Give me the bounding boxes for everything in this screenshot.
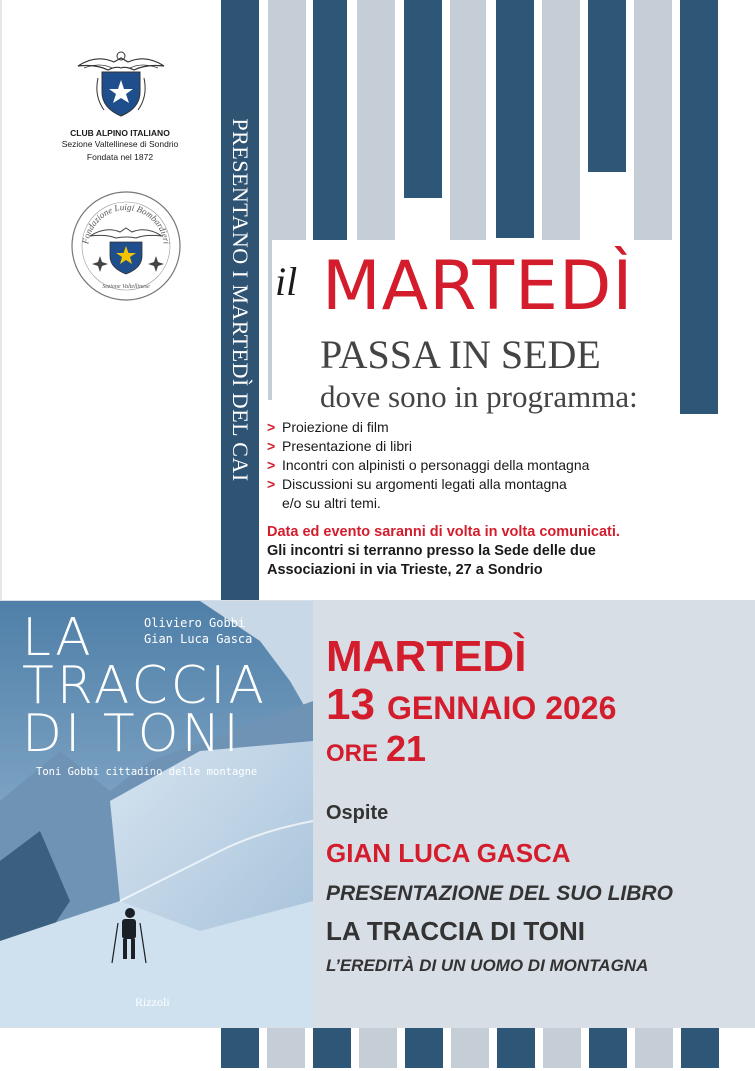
event-guest-label: Ospite xyxy=(326,802,389,824)
event-time-value: 21 xyxy=(386,728,427,769)
program-continuation: e/o su altri temi. xyxy=(282,495,381,511)
info-location-line2: Associazioni in via Trieste, 27 a Sondrio xyxy=(267,562,543,578)
headline-il: il xyxy=(275,259,298,304)
event-presentation: PRESENTAZIONE DEL SUO LIBRO xyxy=(326,882,673,905)
foundation-ring-text: Fondazione Luigi Bombardieri xyxy=(80,201,172,245)
arrow-icon: > xyxy=(267,438,276,454)
program-item-text: Presentazione di libri xyxy=(282,438,412,454)
deco-bar xyxy=(405,1028,443,1068)
info-location-line1: Gli incontri si terranno presso la Sede delle due xyxy=(267,543,596,559)
arrow-icon: > xyxy=(267,476,276,492)
book-cover-title xyxy=(22,608,302,764)
foundation-logo-icon xyxy=(70,190,182,302)
list-item xyxy=(267,418,687,437)
deco-bar xyxy=(313,1028,351,1068)
cai-founded: Fondata nel 1872 xyxy=(86,152,154,162)
book-cover-title-line: TRACCIA xyxy=(22,656,267,716)
book-cover-subtitle: Toni Gobbi cittadino delle montagne xyxy=(36,766,258,778)
program-item-text: Proiezione di film xyxy=(282,419,389,435)
program-list xyxy=(267,418,687,513)
deco-bar xyxy=(496,0,534,238)
deco-bar xyxy=(635,1028,673,1068)
cai-logo-icon xyxy=(76,44,166,120)
headline-dove: dove sono in programma: xyxy=(320,379,638,414)
deco-bar xyxy=(359,1028,397,1068)
event-guest-name: GIAN LUCA GASCA xyxy=(326,838,571,868)
book-cover-author: Gian Luca Gasca xyxy=(144,632,253,646)
arrow-icon: > xyxy=(267,457,276,473)
deco-bar xyxy=(681,1028,719,1068)
cai-name-block xyxy=(40,128,200,150)
list-item xyxy=(267,456,687,475)
vertical-banner-text: PRESENTANO I MARTEDÌ DEL CAI xyxy=(228,118,253,482)
deco-bar xyxy=(404,0,442,198)
book-cover-title-line: LA xyxy=(22,608,94,668)
deco-bar xyxy=(589,1028,627,1068)
event-time-label: ORE xyxy=(326,740,379,767)
event-day: MARTEDÌ xyxy=(326,632,527,681)
deco-bar xyxy=(451,1028,489,1068)
deco-bar xyxy=(588,0,626,172)
deco-bar xyxy=(542,0,580,280)
info-note: Data ed evento saranni di volta in volta comunicati. xyxy=(267,524,620,540)
book-cover-author: Oliviero Gobbi xyxy=(144,616,246,630)
program-item-text: Discussioni su argomenti legati alla montagna xyxy=(282,476,567,492)
deco-bar xyxy=(680,0,718,414)
event-month-year: GENNAIO 2026 xyxy=(386,690,617,726)
program-item-text: Incontri con alpinisti o personaggi della montagna xyxy=(282,457,590,473)
left-edge-line xyxy=(0,0,2,600)
arrow-icon: > xyxy=(267,419,276,435)
list-item xyxy=(267,475,687,494)
info-block xyxy=(267,523,727,580)
book-cover-publisher: Rizzoli xyxy=(135,995,170,1009)
deco-bar xyxy=(267,1028,305,1068)
cai-section: Sezione Valtellinese di Sondrio xyxy=(61,139,179,149)
event-date-number: 13 xyxy=(326,680,375,729)
cai-name: CLUB ALPINO ITALIANO xyxy=(70,128,170,138)
book-cover-title-line: DI TONI xyxy=(22,704,242,764)
deco-bar xyxy=(497,1028,535,1068)
headline-martedi: MARTEDÌ xyxy=(322,247,634,326)
event-time xyxy=(326,728,426,778)
foundation-sub-text: Sezione Valtellinese xyxy=(102,284,150,290)
headline-passa-in-sede: PASSA IN SEDE xyxy=(320,332,601,377)
list-item xyxy=(267,437,687,456)
deco-bar xyxy=(221,1028,259,1068)
event-book-title: LA TRACCIA DI TONI xyxy=(326,916,586,946)
deco-bar xyxy=(543,1028,581,1068)
event-book-tagline: L’EREDITÀ DI UN UOMO DI MONTAGNA xyxy=(326,956,649,975)
